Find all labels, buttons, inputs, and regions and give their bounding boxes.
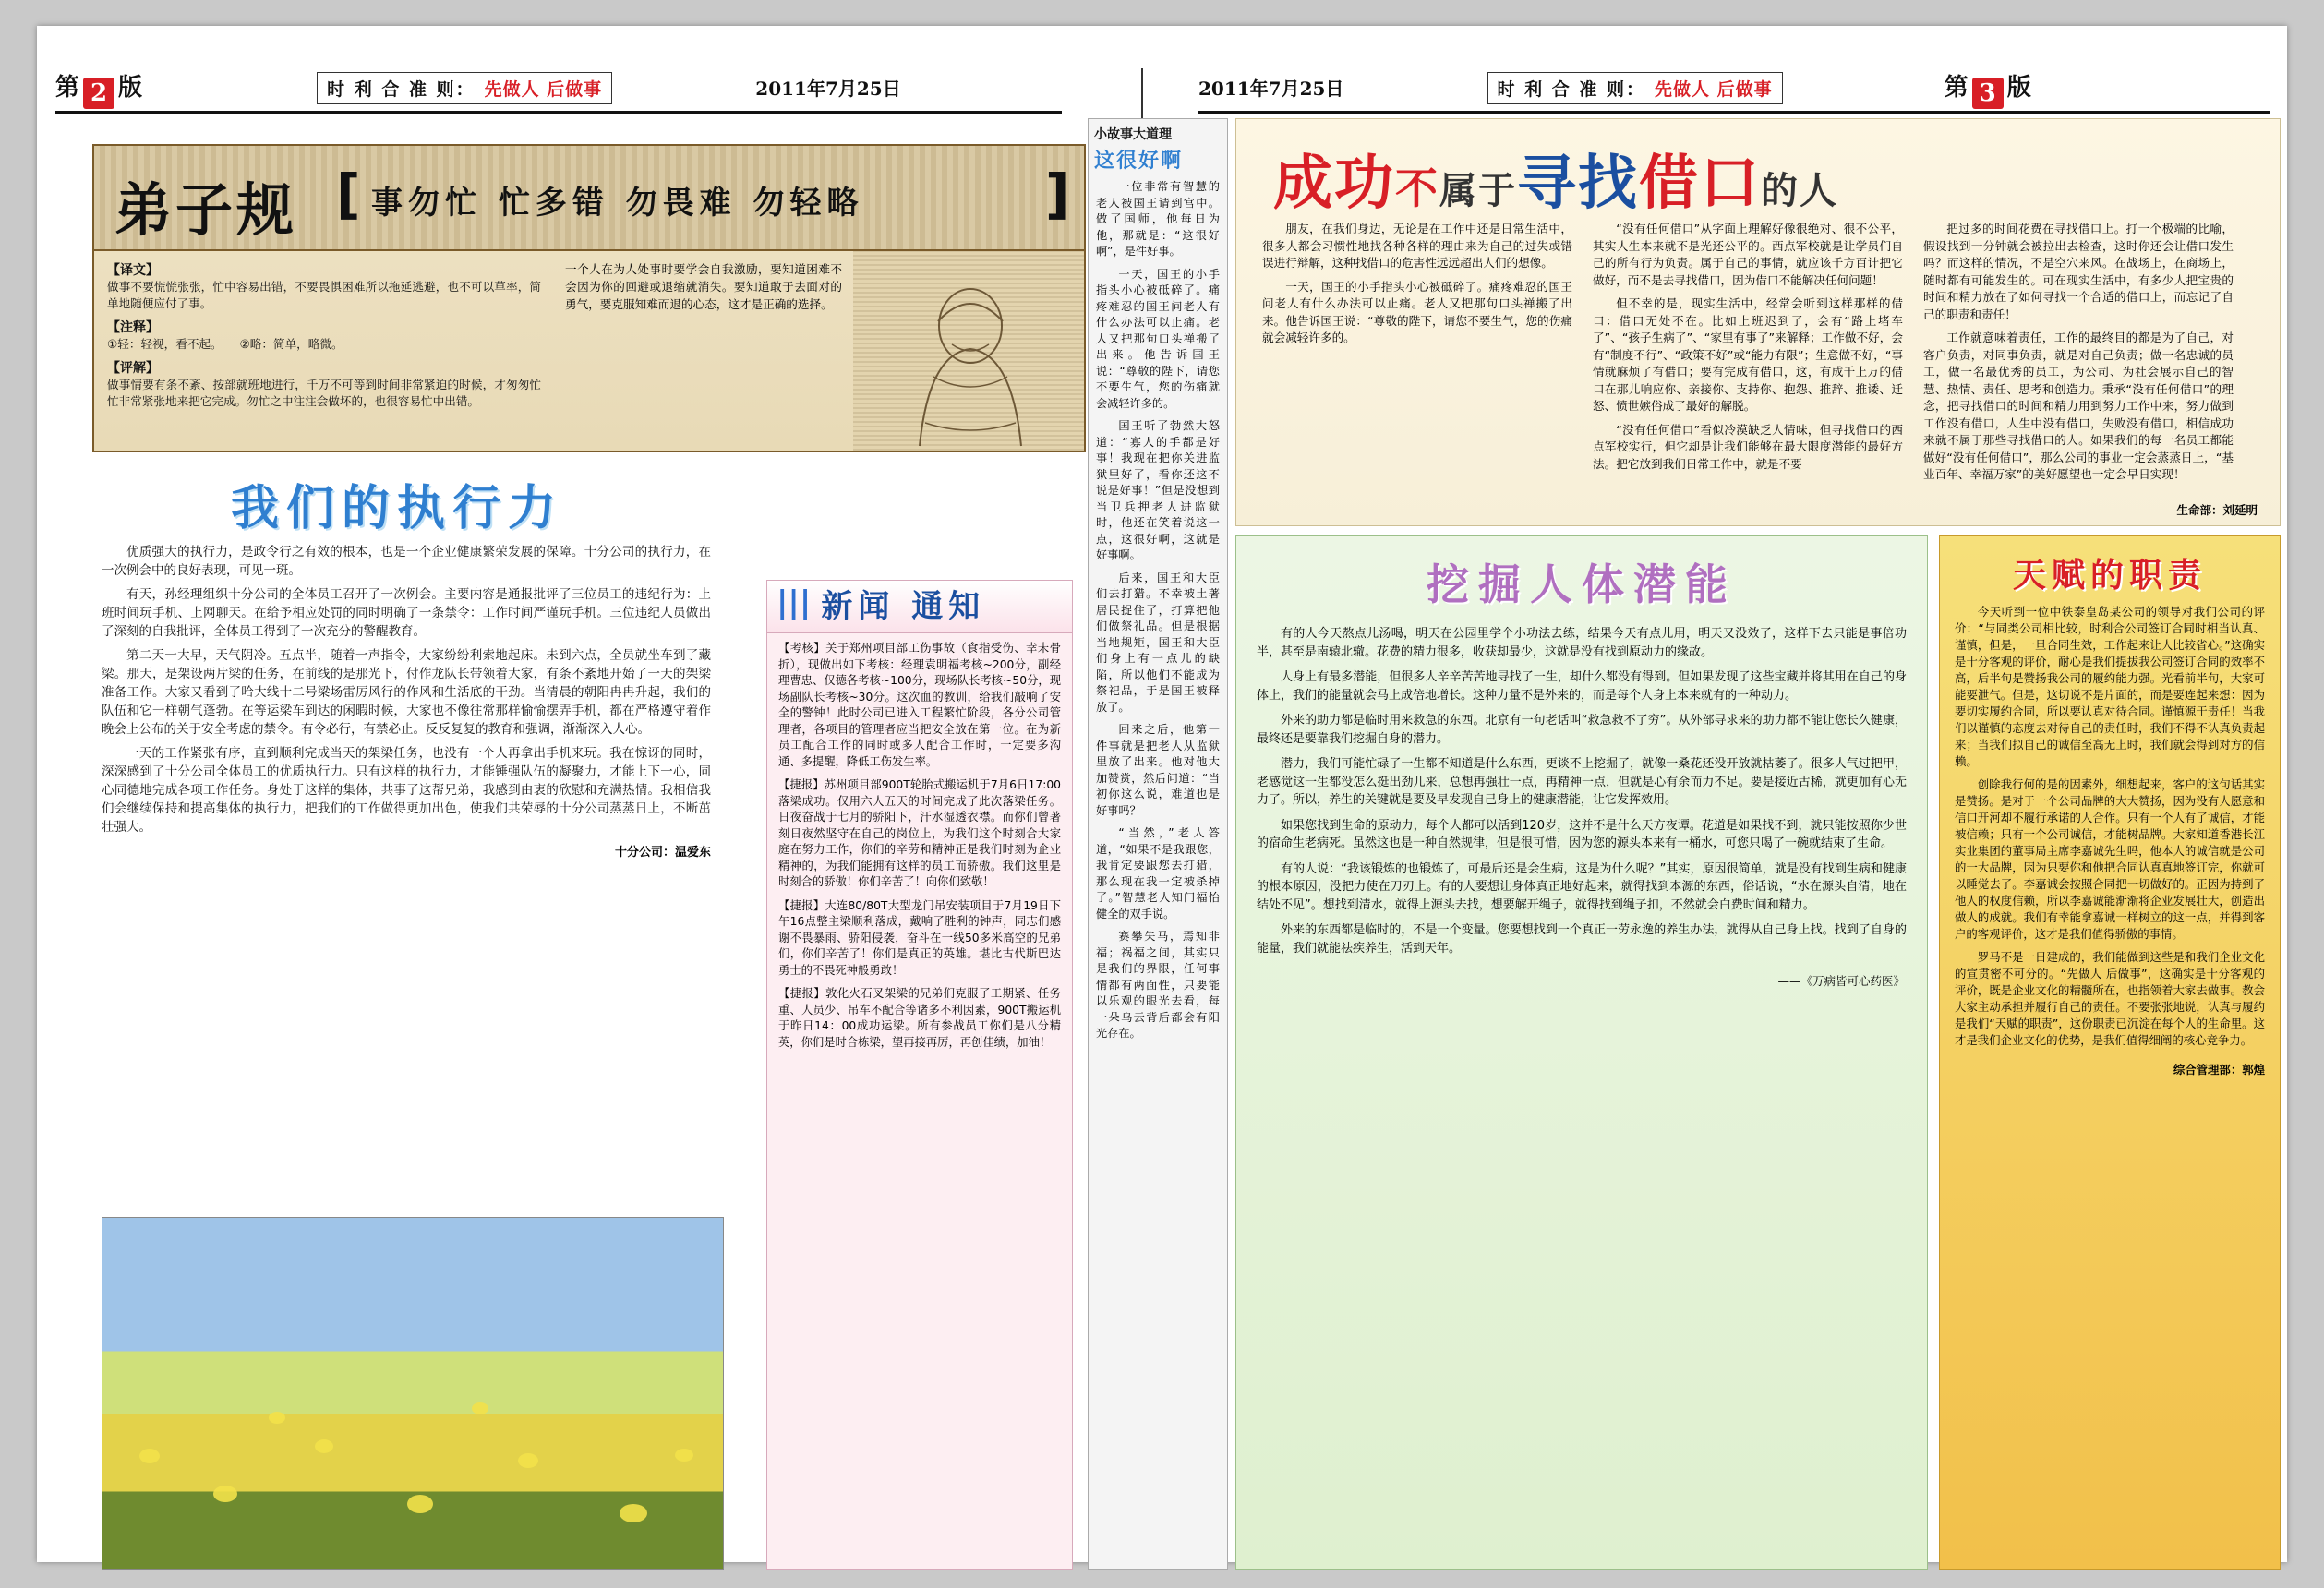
paragraph: “当然，”老人答道，“如果不是我跟您，我肯定要跟您去打猎，那么现在我一定被杀掉了。”智慧老人知门福怡健全的双手说。 [1096, 826, 1220, 920]
paragraph: 如果您找到生命的原动力，每个人都可以活到120岁，这并不是什么天方夜谭。花道是如果找不到，就只能按照你少世的宿命生老病死。虽然这也是一种自然规律，但是很可惜，因为您的源头本来有一桶水，可您只喝了一碗就结束了生命。 [1257, 818, 1907, 850]
header-right [1198, 68, 2270, 109]
dizigui-annotations [94, 251, 554, 451]
title-part: 不 [1395, 163, 1439, 213]
news-items [767, 633, 1072, 1065]
paragraph: 一位非常有智慧的老人被国王请到宫中。做了国师，他每日为他，那就是：“这很好啊”，是件好事。 [1096, 180, 1220, 258]
paragraph: 回来之后，他第一件事就是把老人从监狱里放了出来。他对他大加赞赏，然后问道：“当初你这么说，难道也是好事吗？ [1096, 723, 1220, 817]
dizigui-side-text: 一个人在为人处事时要学会自我激励，要知道困难不会因为你的回避或退缩就消失。要知道敢于去面对的勇气，要克服知难而退的心态，这才是正确的选择。 [565, 262, 842, 311]
paragraph: 把过多的时间花费在寻找借口上。打一个极端的比喻，假设找到一分钟就会被拉出去检查，这时你还会让借口发生吗？而这样的情况，不是空穴来风。在战场上，在商场上，随时都有可能发生的。可在现实生活中，有多少人把宝贵的时间和精力放在了如何寻找一个合适的借口上，而忘记了自己的职责和责任！ [1923, 222, 2234, 321]
news-bars-icon: ||| [777, 584, 812, 621]
page-number-left: 第 2 版 [55, 74, 143, 107]
header-rule-right [1198, 111, 2270, 114]
story-body [1089, 179, 1227, 1042]
success-columns [1262, 221, 2256, 490]
motto-left: 时 利 合 准 则： 先做人 后做事 [317, 72, 612, 104]
confucius-illustration [864, 257, 1077, 451]
success-column-2 [1593, 221, 1903, 490]
news-item: 【考核】关于郑州项目部工伤事故（食指受伤、幸未骨折），现做出如下考核：经理袁明福考核~200分，副经理曹忠、仅德各考核~100分，现场队长考核~50分，现场副队长考核~30分。这次血的教训，给我们敲响了安全的警钟！此时公司已进入工程繁忙阶段，各分公司管理者，各项目的管理者应当把安全放在第一位。在为新员工配合工作的同时或多人配合工作时，一定要多沟通、多提醒，降低工伤发生率。 [778, 642, 1061, 768]
bracket-right: ] [1045, 162, 1070, 225]
story-column [1088, 118, 1228, 1570]
paragraph: 有天，孙经理组织十分公司的全体员工召开了一次例会。主要内容是通报批评了三位员工的违纪行为：上班时间玩手机、上网聊天。在给予相应处罚的同时明确了一条禁令：工作时间严谨玩手机。三位违纪人员做出了深刻的自我批评，全体员工得到了一次充分的警醒教育。 [102, 587, 711, 639]
paragraph: 有的人说：“我该锻炼的也锻炼了，可最后还是会生病，这是为什么呢？”其实，原因很简单，就是没有找到生病和健康的根本原因，没把力使在刀刃上。有的人要想让身体真正地好起来，就得找到本源的东西，俗话说，“水在源头自清，地在结处不见”。想找到清水，就得上源头去找，想要解开绳子，就得找到绳子扣，不然就会白费时间和精力。 [1257, 861, 1907, 912]
paragraph: “没有任何借口”从字面上理解好像很绝对、很不公平，其实人生本来就不是光还公平的。西点军校就是让学员们自己的所有行为负责。属于自己的事情，就应该千方百计把它做好，而不是去寻找借口，因为借口不能解决任何问题！ [1593, 222, 1903, 287]
paragraph: 优质强大的执行力，是政令行之有效的根本，也是一个企业健康繁荣发展的保障。十分公司的执行力，在一次例会中的良好表现，可见一斑。 [102, 545, 711, 578]
dizigui-illustration [853, 251, 1084, 451]
dizigui-block-text: ①轻：轻视，看不起。 ②略：简单，略微。 [107, 337, 343, 351]
dizigui-banner [94, 146, 1084, 251]
news-item: 【捷报】敦化火石叉架梁的兄弟们克服了工期紧、任务重、人员少、吊车不配合等诸多不利因素，900T搬运机于昨日14：00成功运梁。所有参战员工你们是八分精英，你们是时合栋梁，望再接再厉，再创佳绩，加油！ [778, 987, 1061, 1049]
paragraph: 今天听到一位中铁泰皇岛某公司的领导对我们公司的评价：“与同类公司相比较，时利合公司签订合同时相当认真、谨慎，但是，一旦合同生效，工作起来让人比较省心。”这确实是十分客观的评价，耐心是我们提拔我公司签订合同的效率不高，后半句是赞扬我公司的履约能力强。光看前半句，大家可能要泄气。但是，这切说不是片面的，而是要连起来想：因为要切实履约合同，所以要认真对待合同。谨慎源于责任！当我们以谨慎的态度去对待自己的责任时，我们不得不认真负责起来；当我们拟自己的诚信至高无上时，我们就会得到对方的信赖。 [1955, 605, 2265, 768]
dizigui-block-label: 【注释】 [107, 320, 159, 335]
potential-article [1235, 535, 1928, 1570]
duty-signature: 综合管理部：郭煌 [2173, 1063, 2265, 1077]
news-item: 【捷报】大连80/80T大型龙门吊安装项目于7月19日下午16点整主梁顺利落成，戴响了胜利的钟声，同志们感谢不畏暴雨、骄阳侵袭，奋斗在一线50多米高空的兄弟们，你们辛苦了！你们是真正的英雄。堪比古代斯巴达勇士的不畏死神般勇敢！ [778, 898, 1061, 977]
news-header [767, 581, 1072, 633]
paragraph: 有的人今天熬点儿汤喝，明天在公园里学个小功法去练，结果今天有点儿用，明天又没效了，这样下去只能是事倍功半，甚至是南辕北辙。花费的精力很多，收获却最少，这就是没有找到原动力的缘故。 [1257, 627, 1907, 659]
success-signature: 生命部：刘延明 [2176, 503, 2258, 517]
bracket-left: [ [336, 162, 361, 225]
duty-title: 天赋的职责 [2012, 556, 2207, 595]
execution-article-title: 我们的执行力 [230, 480, 563, 536]
title-part: 成功 [1273, 149, 1395, 218]
paragraph: “没有任何借口”看似冷漠缺乏人情味，但寻找借口的西点军校实行，但它却是让我们能够在最大限度潜能的最好方法。把它放到我们日常工作中，就是不要 [1593, 422, 1903, 471]
header-rule-left [55, 111, 1062, 114]
success-article [1235, 118, 2281, 526]
dizigui-block-text: 做事情要有条不紊、按部就班地进行，千万不可等到时间非常紧迫的时候，才匆匆忙忙非常紧张地来把它完成。勿忙之中注注会做坏的，也很容易忙中出错。 [107, 378, 541, 408]
dizigui-block [107, 318, 541, 353]
header-left [55, 68, 1062, 109]
dizigui-block-label: 【评解】 [107, 361, 159, 376]
dizigui-subtitle: 事勿忙 忙多错 勿畏难 勿轻略 [371, 185, 864, 222]
dizigui-body [94, 251, 1084, 451]
paragraph: 赛攀失马，焉知非福；祸福之间，其实只是我们的界限，任何事情都有两面性，只要能以乐观的眼光去看，每一朵乌云背后都会有阳光存在。 [1096, 930, 1220, 1040]
news-notice-column [766, 580, 1073, 1570]
page-3-content [1235, 118, 2279, 1568]
story-title: 这很好啊 [1094, 150, 1184, 173]
paragraph: 一天的工作紧张有序，直到顺利完成当天的架梁任务，也没有一个人再拿出手机来玩。我在惊讶的同时，深深感到了十分公司全体员工的优质执行力。只有这样的执行力，才能锤强队伍的凝聚力，才能上下一心，同心同德地完成各项工作任务。身处于这样的集体，共事了这帮兄弟，我感到由衷的欣慰和充满热情。我相信我们会继续保持和提高集体的执行力，把我们的工作做得更加出色，使我们共荣辱的十分公司蒸蒸日上，不断茁壮强大。 [102, 746, 711, 835]
title-part: 借口 [1639, 149, 1761, 218]
paragraph: 外来的助力都是临时用来救急的东西。北京有一句老话叫“救急救不了穷”。从外部寻求来的助力都不能让您长久健康，最终还是要靠我们挖掘自身的潜力。 [1257, 714, 1907, 746]
article-signature: 十分公司：温爱东 [614, 846, 711, 860]
dizigui-block-label: 【译文】 [107, 263, 159, 278]
paragraph: 一天，国王的小手指头小心被砥碎了。痛疼难忍的国王问老人有什么办法可以止痛。老人又把那句口头禅搬了出来。他告诉国王说：“尊敬的陛下，请您不要生气，您的伤痛就会减轻许多的。 [1262, 279, 1572, 344]
dizigui-block-text: 做事不要慌慌张张，忙中容易出错，不要畏惧困难所以拖延逃避，也不可以草率，简单地随便应付了事。 [107, 280, 541, 310]
title-part: 的人 [1761, 169, 1838, 212]
paper-sheet [37, 26, 2287, 1562]
flower-field-photo [102, 1217, 724, 1570]
paragraph: 工作就意味着责任，工作的最终目的都是为了自己，对客户负责，对同事负责，就是对自己负责；做一名忠诚的员工，做一名最优秀的员工，为公司、为社会展示自己的智慧、热情、责任、思考和创造力。秉承“没有任何借口”的理念，把寻找借口的时间和精力用到努力工作中来，努力做到工作没有借口，人生中没有借口，失败没有借口，相信成功来就不属于那些寻找借口的人。如果我们的每一名员工都能做好“没有任何借口”，那么公司的事业一定会蒸蒸日上，“基业百年、幸福万家”的美好愿望也一定会早日实现！ [1923, 331, 2234, 481]
paragraph: 罗马不是一日建成的，我们能做到这些是和我们企业文化的宣贯密不可分的。“先做人 后做事”，这确实是十分客观的评价，既是企业文化的精髓所在，也指领着大家去做事。教会大家主动承担并履行自己的责任。不要张张地说，认真与履约是我们“天赋的职责”，这份职责已沉淀在每个人的生命里。这才是我们企业文化的优势，是我们值得细阐的核心竞争力。 [1955, 950, 2265, 1047]
potential-body [1236, 621, 1927, 968]
paragraph: 后来，国王和大臣们去打猎。不幸被土著居民捉住了，打算把他们做祭礼品。但是根据当地规矩，国王和大臣们身上有一点儿的缺陷，所以他们不能成为祭祀品，于是国王被释放了。 [1096, 571, 1220, 714]
dizigui-title: 弟子规 [114, 176, 298, 244]
paragraph: 潜力，我们可能忙碌了一生都不知道是什么东西，更谈不上挖掘了，就像一桑花还没开放就枯萎了。很多人气过把甲，老感觉这一生都没怎么挺出劲儿来，总想再强壮一点，再精神一点，但就是心有余而力不足。要是接近古稀，就更加有心无力了。所以，养生的关键就是要及早发现自己身上的健康潜能，让它发挥效用。 [1257, 757, 1907, 807]
paragraph: 一天，国王的小手指头小心被砥碎了。痛疼难忍的国王问老人有什么办法可以止痛。老人又把那句口头禅搬了出来。他告诉国王说：“尊敬的陛下，请您不要生气，您的伤痛就会减轻许多的。 [1096, 267, 1220, 410]
success-title [1273, 136, 1838, 221]
paragraph: 人身上有最多潜能，但很多人辛辛苦苦地寻找了一生，却什么都没有得到。但如果发现了这些宝藏并将其用在自己的身体上，我们的能量就会马上成倍地增长。这种力量不是外来的，而是每个人身上本来就有的一种动力。 [1257, 670, 1907, 703]
date-right: 2011年7月25日 [1198, 78, 1344, 100]
potential-source: ——《万病皆可心药医》 [1777, 974, 1905, 988]
paragraph: 国王听了勃然大怒道：“寡人的手都是好事！我现在把你关进监狱里好了，看你还这不说是好事！”但是没想到当卫兵押老人进监狱时，他还在笑着说这一点，这很好啊，这就是好事啊。 [1096, 419, 1220, 561]
title-part: 属于 [1439, 169, 1517, 212]
news-item: 【捷报】苏州项目部900T轮胎式搬运机于7月6日17:00落梁成功。仅用六人五天的时间完成了此次落梁任务。日夜奋战于七月的骄阳下，汗水湿透衣襟。而你们曾著刻日夜然坚守在自己的岗位上，为我们这个时刻合大家庭在努力工作，你们的辛劳和精神正是我们时刻为企业精神的，为我们能拥有这样的员工而骄傲。我们这里是时刻合的骄傲！你们辛苦了！向你们致敬！ [778, 778, 1061, 888]
motto-right: 时 利 合 准 则： 先做人 后做事 [1487, 72, 1783, 104]
paragraph: 创除我行何的是的因素外，细想起来，客户的这句话其实是赞扬。是对于一个公司品牌的大大赞扬，因为没有人愿意和信口开河却不履行承诺的人合作。只有一个人有了诚信，才能被信赖；只有一个公司诚信，才能树品牌。大家知道香港长江实业集团的董事局主席李嘉诚先生吗，他本人的诚信就是公司的一大品牌，因为只要你和他把合同认真真地签订完，你就可以睡觉去了。李嘉诚会按照合同把一切做好的。正因为持到了他人的权度信赖，所以李嘉诚能渐渐将企业发展壮大，创造出做人的成就。我们有幸能拿嘉诚一样树立的这一点，并得到客户的客观评价，这才是我们值得骄傲的事情。 [1955, 777, 2265, 941]
date-left: 2011年7月25日 [755, 78, 901, 100]
paragraph: 第二天一大早，天气阴冷。五点半，随着一声指令，大家纷纷利索地起床。未到六点，全员就坐车到了藏梁。那天，是架设两片梁的任务，在前线的是那光下，付作龙队长带领着大家，有条不紊地开始了一天的架梁准备工作。大家又看到了哈大线十二号梁场雷厉风行的作风和生活底的干劲。当清晨的朝阳冉冉升起，我们的队伍和它一样朝气蓬勃。在等运梁车到达的闲暇时候，大家也不像往常那样愉愉摆弄手机，都在严格遵守着作晚会上公布的关于安全考虑的禁令。有令必行，有禁必止。反反复复的教育和强调，渐渐深入人心。 [102, 648, 711, 737]
news-title: 新闻 通知 [821, 588, 986, 625]
dizigui-block [107, 358, 541, 410]
paragraph: 外来的东西都是临时的，不是一个变量。您要想找到一个真正一劳永逸的养生办法，就得从自己身上找。找到了自身的能量，我们就能祛疾养生，活到天年。 [1257, 923, 1907, 956]
duty-body [1940, 604, 2280, 1049]
paragraph: 但不幸的是，现实生活中，经常会听到这样那样的借口：借口无处不在。比如上班迟到了，会有“路上堵车了”、“孩子生病了”、“家里有事了”来解释；工作做不好，会有“制度不行”、“政策不好”或“能力有限”；生意做不好，“事情就麻烦了有借口；要有完成有借口，这，有成千上万的借口在那儿响应你、亲接你、支持你、抱怨、推辞、推诿、迁怒、愤世嫉俗成了最好的解脱。 [1593, 296, 1903, 413]
dizigui-panel [92, 144, 1086, 452]
duty-article [1939, 535, 2281, 1570]
title-part: 寻找 [1517, 149, 1639, 218]
execution-article-body [102, 543, 711, 860]
page-number-right: 第 3 版 [1944, 74, 2031, 107]
success-column-1 [1262, 221, 1572, 490]
success-column-3 [1923, 221, 2234, 490]
potential-title: 挖掘人体潜能 [1427, 559, 1737, 609]
paragraph: 朋友，在我们身边，无论是在工作中还是日常生活中，很多人都会习惯性地找各种各样的理由来为自己的过失或错误进行辩解，这种找借口的危害性远远超出人们的想像。 [1262, 222, 1572, 270]
dizigui-block [107, 260, 541, 312]
story-kicker: 小故事大道理 [1094, 127, 1172, 142]
